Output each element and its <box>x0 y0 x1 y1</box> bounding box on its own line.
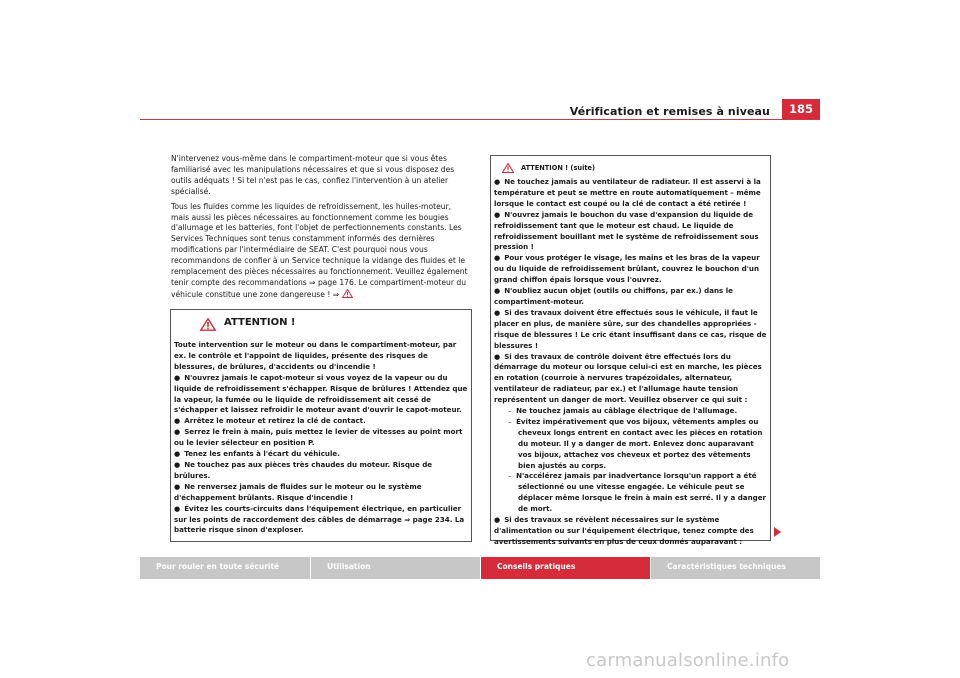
warning-bullet: ● N'ouvrez jamais le capot-moteur si vous voyez de la vapeur ou du liquide de refroidissement s'échapper. Risque de brûlures ! Attendez que la vapeur, la fumée ou le liquide de refroidissement ait cessé de s'échapper et laissez refroidir le moteur avant d'ouvrir le capot-moteur. <box>174 372 468 415</box>
next-page-arrow-icon[interactable] <box>774 527 781 537</box>
continued-warning-title: ATTENTION ! (suite) <box>521 163 595 172</box>
continued-bullet: ● Pour vous protéger le visage, les mains et les bras de la vapeur ou du liquide de refroidissement brûlant, couvrez le bouchon d'un grand chiffon épais lorsque vous l'ouvrez. <box>494 253 760 285</box>
continued-bullet: ● Si des travaux de contrôle doivent être effectués lors du démarrage du moteur ou lorsque celui-ci est en marche, les pièces en rotation (courroie à nervures trapézoïdales, alternateur, ventilateur de radiateur, par ex.) et l'allumage haute tension représentent un danger de mort. Veuillez observer ce qui suit : <box>494 351 762 405</box>
footer-tab-securite[interactable]: Pour rouler en toute sécurité <box>140 557 310 579</box>
warning-bullet: ● Serrez le frein à main, puis mettez le levier de vitesses au point mort ou le levier sélecteur en position P. <box>174 427 463 448</box>
footer-nav <box>140 557 820 579</box>
warning-box <box>170 309 472 542</box>
warning-bullet: ● Ne renversez jamais de fluides sur le moteur ou le système d'échappement brûlants. Risque d'incendie ! <box>174 481 422 502</box>
continued-bullet: ● Si des travaux doivent être effectués sous le véhicule, il faut le placer en plus, de manière sûre, sur des chandelles appropriées - risque de blessures ! Le cric étant insuffisant dans ce cas, risque de blessures ! <box>494 307 767 350</box>
warning-triangle-icon[interactable] <box>342 289 353 298</box>
intro-paragraph: N'intervenez vous-même dans le compartiment-moteur que si vous êtes familiarisé avec les manipulations nécessaires et que si vous disposez des outils adéquats ! Si tel n'est pas le cas, confiez l'intervention à un atelier spécialisé. <box>171 154 455 196</box>
watermark: carmanualsonline.info <box>586 650 790 671</box>
continued-bullet: ● Ne touchez jamais au ventilateur de radiateur. Il est asservi à la température et peut se mettre en route automatiquement – même lorsque le contact est coupé ou la clé de contact a été retirée ! <box>494 177 761 208</box>
fluids-paragraph <box>171 202 471 301</box>
warning-bullet: ● Ne touchez pas aux pièces très chaudes du moteur. Risque de brûlures. <box>174 459 433 480</box>
continued-warning-box <box>490 155 771 546</box>
fluids-paragraph-text: Tous les fluides comme les liquides de refroidissement, les huiles-moteur, mais aussi les pièces nécessaires au fonctionnement comme les bougies d'allumage et les batteries, font l'objet de perfectionnements constants. Les Services Techniques sont tenus constamment informés des dernières modifications par l'intermédiaire de SEAT. C'est pourquoi nous vous recommandons de confier à un Service technique la vidange des fluides et le remplacement des pièces nécessaires au fonctionnement. Veuillez également tenir compte des recommandations ⇒ page 176. Le compartiment-moteur du véhicule constitue une zone dangereuse ! ⇒ <box>171 201 468 299</box>
continued-bullet: ● Si des travaux se révèlent nécessaires sur le système d'alimentation ou sur l'équipement électrique, tenez compte des avertissements suivants en plus de ceux donnés auparavant : <box>494 515 754 546</box>
left-column <box>171 154 471 305</box>
continued-sub-bullet: – Évitez impérativement que vos bijoux, vêtements amples ou cheveux longs entrent en contact avec les pièces en rotation du moteur. Il y a danger de mort. Enlevez donc auparavant vos bijoux, attachez vos cheveux et portez des vêtements bien ajustés au corps. <box>508 416 763 470</box>
footer-tab-utilisation[interactable]: Utilisation <box>310 557 480 579</box>
warning-triangle-icon <box>200 318 216 331</box>
header-rule <box>140 119 820 120</box>
page-header-title: Vérification et remises à niveau <box>569 105 770 118</box>
warning-bullet: ● Arrêtez le moteur et retirez la clé de contact. <box>174 416 366 426</box>
warning-intro: Toute intervention sur le moteur ou dans le compartiment-moteur, par ex. le contrôle et l'appoint de liquides, présente des risques de blessures, de brûlures, d'accidents ou d'incendie ! <box>174 340 457 371</box>
continued-sub-bullet: – Ne touchez jamais au câblage électrique de l'allumage. <box>508 406 738 416</box>
continued-warning-header <box>502 161 767 175</box>
warning-bullet: ● Évitez les courts-circuits dans l'équipement électrique, en particulier sur les points de raccordement des câbles de démarrage ⇒ page 234. La batterie risque sinon d'exploser. <box>174 503 465 535</box>
warning-title: ATTENTION ! <box>224 317 296 328</box>
warning-triangle-icon <box>502 163 514 173</box>
continued-bullet: ● N'oubliez aucun objet (outils ou chiffons, par ex.) dans le compartiment-moteur. <box>494 286 733 306</box>
page-number: 185 <box>782 99 820 119</box>
footer-tab-conseils[interactable]: Conseils pratiques <box>480 557 650 579</box>
warning-header <box>200 318 468 340</box>
footer-tab-caracteristiques[interactable]: Caractéristiques techniques <box>650 557 820 579</box>
continued-bullet: ● N'ouvrez jamais le bouchon du vase d'expansion du liquide de refroidissement tant que le moteur est chaud. Le liquide de refroidissement bouillant met le système de refroidissement sous pression ! <box>494 209 759 252</box>
continued-sub-bullet: – N'accélérez jamais par inadvertance lorsqu'un rapport a été sélectionné ou une vitesse engagée. Le véhicule peut se déplacer même lorsque le frein à main est serré. Il y a danger de mort. <box>508 471 767 514</box>
warning-bullet: ● Tenez les enfants à l'écart du véhicule. <box>174 449 340 459</box>
